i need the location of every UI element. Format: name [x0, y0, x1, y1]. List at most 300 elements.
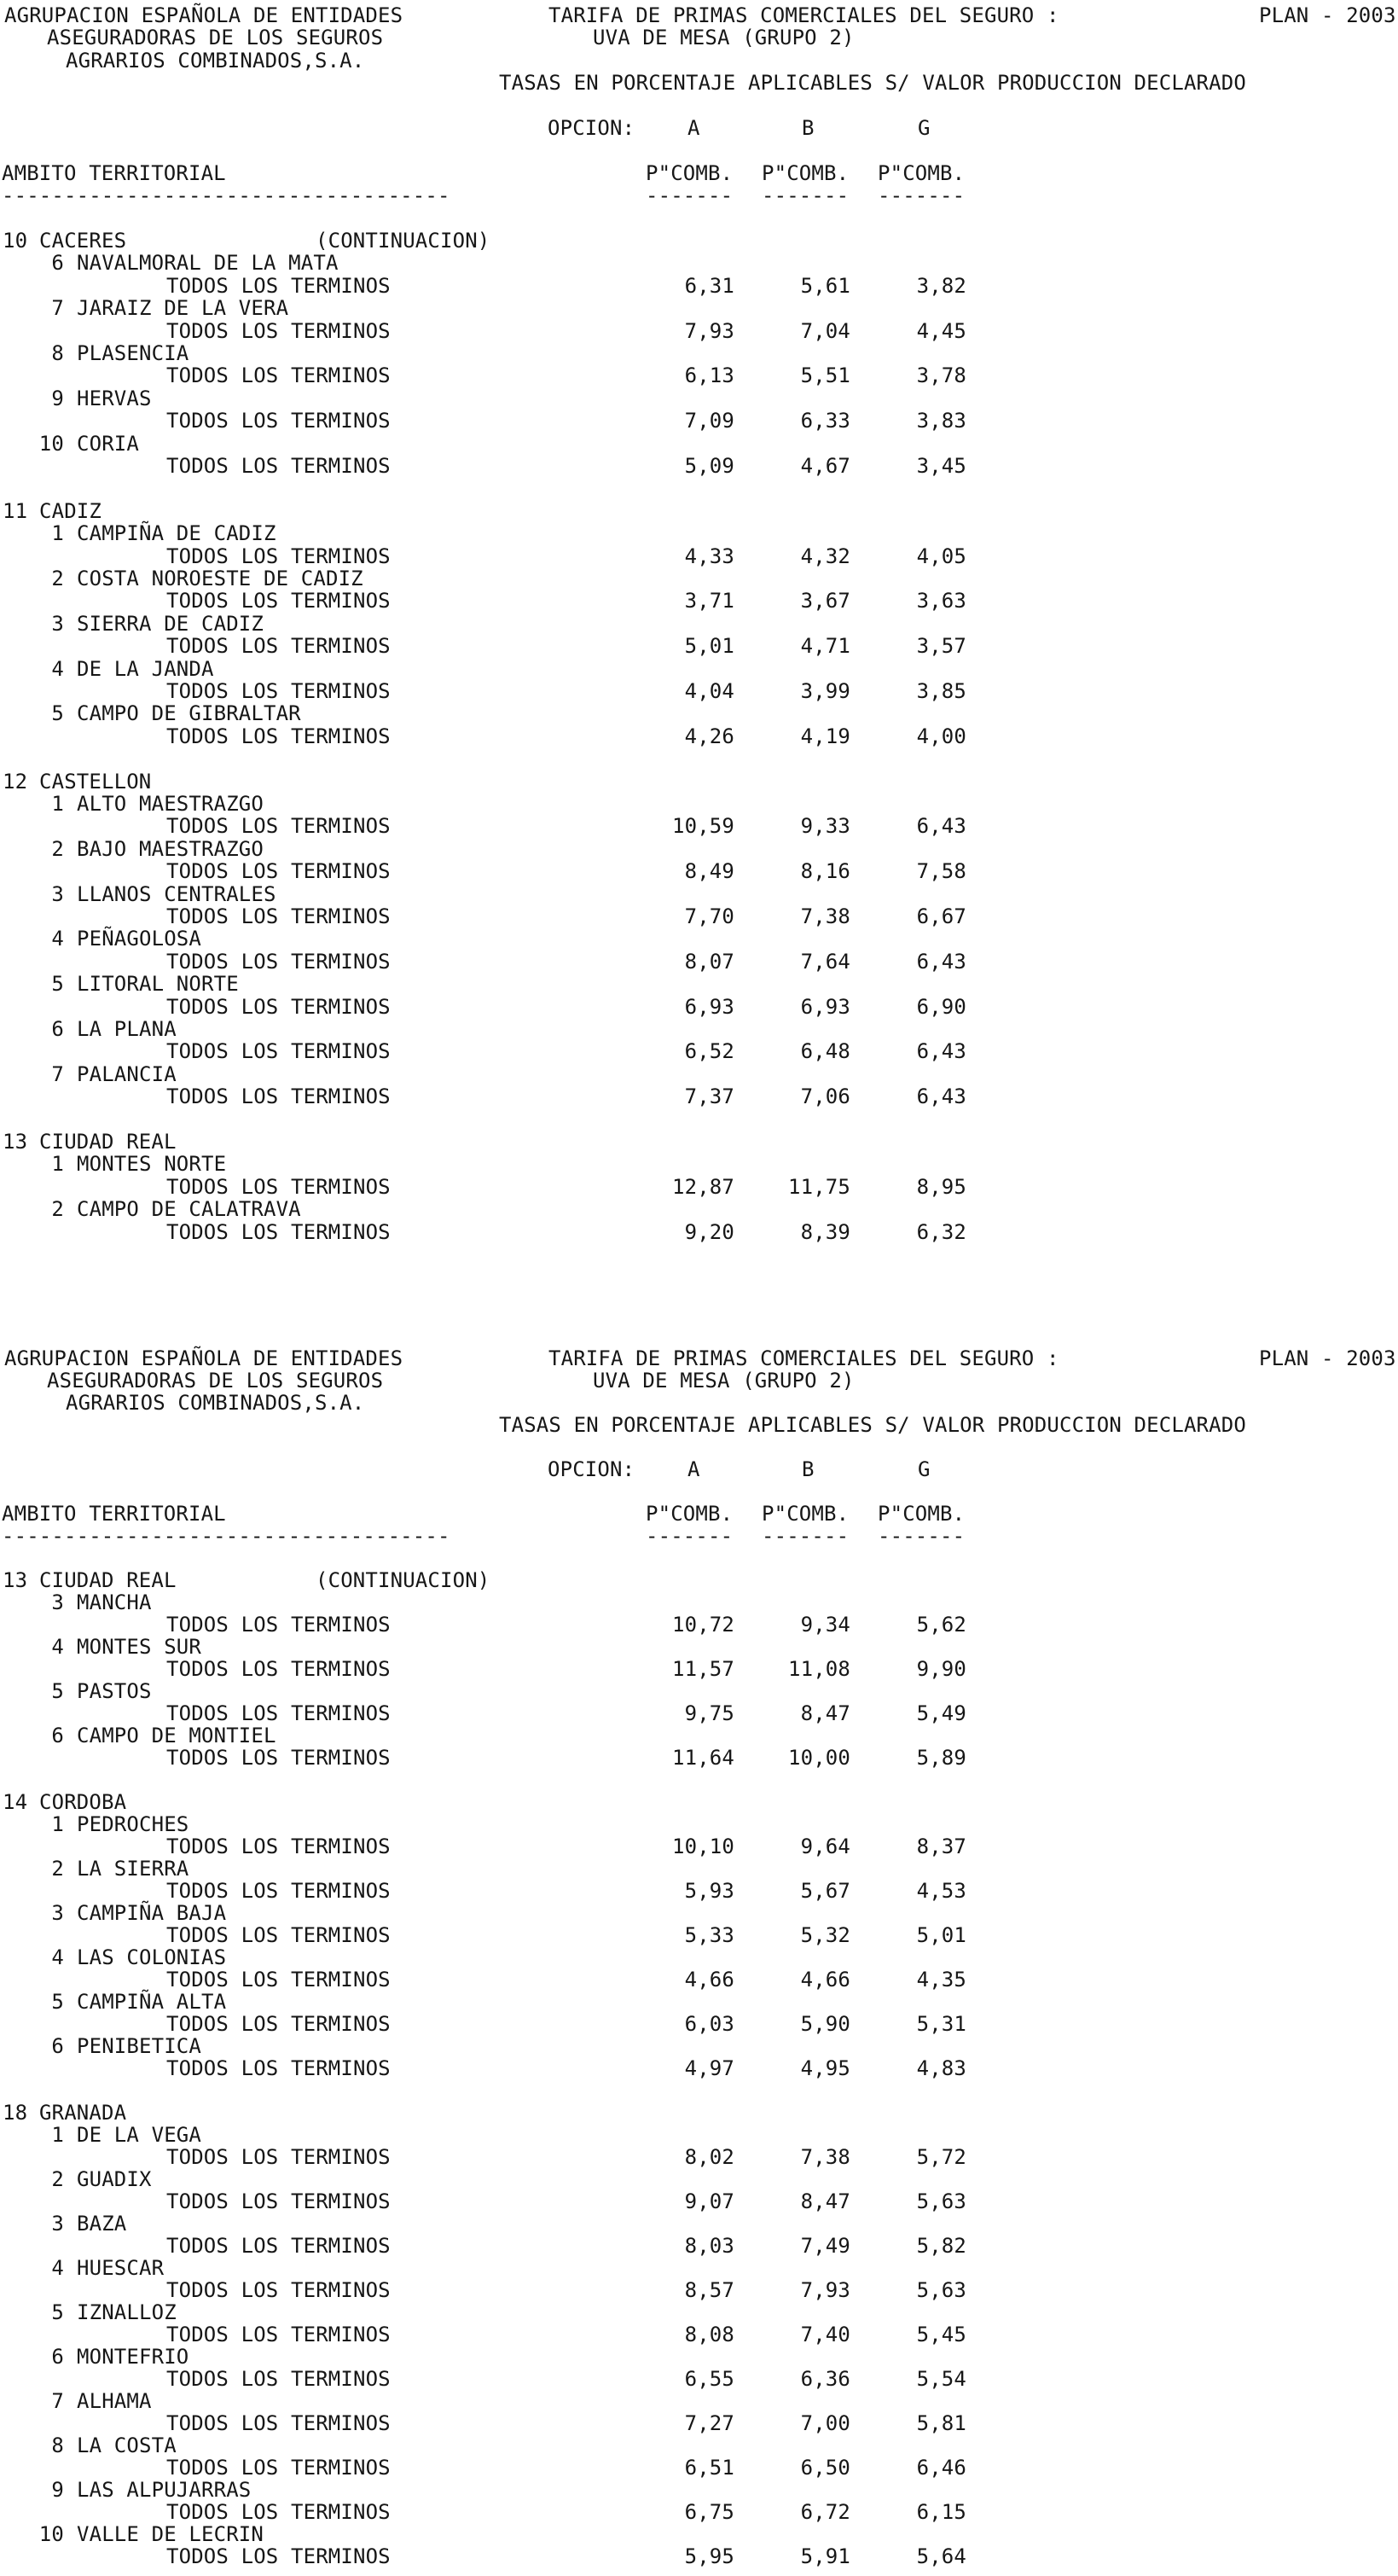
continuation-label: (CONTINUACION) [316, 1568, 490, 1592]
area-name-row [0, 1590, 1398, 1614]
org-name-line: ASEGURADORAS DE LOS SEGUROS [47, 1369, 384, 1393]
rate-value-g: 3,85 [916, 679, 966, 703]
rate-value-a: 6,13 [684, 363, 734, 387]
area-number: 2 [51, 1197, 64, 1221]
area-name: LA SIERRA [77, 1857, 189, 1881]
rate-value-g: 5,45 [916, 2323, 966, 2346]
area-name-row [0, 387, 1398, 410]
area-name-row [0, 1812, 1398, 1835]
rate-value-a: 5,09 [684, 454, 734, 478]
area-name-row [0, 251, 1398, 274]
rate-value-g: 6,43 [916, 814, 966, 838]
area-name-row [0, 701, 1398, 724]
area-name-row [0, 2345, 1398, 2368]
section-name: CIUDAD REAL [39, 1130, 177, 1154]
ambito-label: AMBITO TERRITORIAL [2, 1502, 226, 1526]
area-name: DE LA VEGA [77, 2123, 201, 2147]
rate-col-header: P"COMB. [762, 161, 850, 185]
area-rates-row [0, 454, 1398, 477]
section-number: 11 [3, 499, 28, 523]
area-number: 9 [51, 387, 64, 410]
section-number: 13 [3, 1568, 28, 1592]
area-number: 4 [51, 2256, 64, 2280]
rate-col-header: P"COMB. [646, 1502, 734, 1526]
area-number: 1 [51, 1812, 64, 1836]
rate-value-a: 5,33 [684, 1923, 734, 1947]
todos-label: TODOS LOS TERMINOS [166, 319, 391, 343]
section-header-row [0, 770, 1398, 793]
todos-label: TODOS LOS TERMINOS [166, 409, 391, 433]
rates-note: TASAS EN PORCENTAJE APLICABLES S/ VALOR PRODUCCION DECLARADO [499, 71, 1246, 95]
area-number: 4 [51, 1945, 64, 1969]
org-name-line: AGRARIOS COMBINADOS,S.A. [66, 49, 365, 73]
area-name: VALLE DE LECRIN [77, 2522, 264, 2546]
area-number: 6 [51, 2345, 64, 2369]
area-name: PLASENCIA [77, 341, 189, 365]
area-name-row [0, 296, 1398, 319]
area-number: 3 [51, 1901, 64, 1925]
area-rates-row [0, 1175, 1398, 1198]
rate-value-g: 3,45 [916, 454, 966, 478]
rate-col-header: P"COMB. [878, 1502, 966, 1526]
area-name-row [0, 2167, 1398, 2190]
area-name: GUADIX [77, 2167, 152, 2191]
section-header-row [0, 229, 1398, 252]
todos-label: TODOS LOS TERMINOS [166, 1175, 391, 1199]
area-rates-row [0, 1701, 1398, 1724]
todos-label: TODOS LOS TERMINOS [166, 2411, 391, 2435]
area-rates-row [0, 589, 1398, 612]
rate-value-a: 8,03 [684, 2234, 734, 2258]
area-name: PASTOS [77, 1679, 152, 1703]
area-name: CAMPIÑA BAJA [77, 1901, 227, 1925]
area-name: COSTA NOROESTE DE CADIZ [77, 567, 363, 590]
rate-value-a: 8,02 [684, 2145, 734, 2169]
area-number: 6 [51, 1017, 64, 1041]
todos-label: TODOS LOS TERMINOS [166, 950, 391, 974]
area-name: CORIA [77, 432, 139, 456]
area-name-row [0, 521, 1398, 544]
rate-value-g: 7,58 [916, 859, 966, 883]
area-name: IZNALLOZ [77, 2300, 177, 2324]
area-rates-row [0, 1923, 1398, 1946]
rate-value-a: 5,95 [684, 2544, 734, 2568]
todos-label: TODOS LOS TERMINOS [166, 1084, 391, 1108]
area-number: 5 [51, 2300, 64, 2324]
area-rates-row [0, 2012, 1398, 2035]
todos-label: TODOS LOS TERMINOS [166, 363, 391, 387]
org-name-line: ASEGURADORAS DE LOS SEGUROS [47, 26, 384, 49]
area-rates-row [0, 995, 1398, 1018]
area-name-row [0, 1724, 1398, 1747]
area-name: ALHAMA [77, 2389, 152, 2413]
area-rates-row [0, 2500, 1398, 2523]
option-label: OPCION: [548, 1457, 635, 1481]
section-header-row [0, 499, 1398, 522]
todos-label: TODOS LOS TERMINOS [166, 995, 391, 1019]
rate-value-a: 10,10 [672, 1835, 734, 1858]
rate-value-a: 6,31 [684, 274, 734, 298]
rate-value-b: 7,38 [800, 2145, 850, 2169]
area-name: BAZA [77, 2212, 127, 2236]
section-name: CADIZ [39, 499, 102, 523]
area-name: LAS COLONIAS [77, 1945, 227, 1969]
todos-label: TODOS LOS TERMINOS [166, 814, 391, 838]
rate-value-a: 10,72 [672, 1613, 734, 1637]
area-rates-row [0, 319, 1398, 342]
option-label: OPCION: [548, 116, 635, 140]
todos-label: TODOS LOS TERMINOS [166, 2012, 391, 2036]
rate-value-a: 7,37 [684, 1084, 734, 1108]
area-name: CAMPIÑA DE CADIZ [77, 521, 276, 545]
area-name-row [0, 1017, 1398, 1040]
rate-value-g: 4,83 [916, 2056, 966, 2080]
rate-value-b: 6,33 [800, 409, 850, 433]
area-number: 4 [51, 927, 64, 951]
area-number: 5 [51, 1990, 64, 2014]
area-rates-row [0, 274, 1398, 297]
area-rates-row [0, 1746, 1398, 1769]
todos-label: TODOS LOS TERMINOS [166, 1039, 391, 1063]
todos-label: TODOS LOS TERMINOS [166, 2234, 391, 2258]
rate-col-header: P"COMB. [878, 161, 966, 185]
rate-value-g: 5,01 [916, 1923, 966, 1947]
rate-value-b: 6,72 [800, 2500, 850, 2524]
rate-value-g: 3,63 [916, 589, 966, 613]
rate-value-a: 6,03 [684, 2012, 734, 2036]
rate-value-g: 5,62 [916, 1613, 966, 1637]
area-name: CAMPO DE GIBRALTAR [77, 701, 301, 725]
rate-value-a: 7,27 [684, 2411, 734, 2435]
rate-value-g: 4,35 [916, 1968, 966, 1992]
rate-value-g: 4,00 [916, 724, 966, 748]
rate-value-b: 5,90 [800, 2012, 850, 2036]
area-name-row [0, 972, 1398, 995]
option-letter: A [687, 1457, 700, 1481]
todos-label: TODOS LOS TERMINOS [166, 544, 391, 568]
area-name: LLANOS CENTRALES [77, 882, 276, 906]
section-number: 13 [3, 1130, 28, 1154]
doc-header-row [0, 1346, 1398, 1369]
rate-col-underline: ------- [878, 1524, 966, 1548]
rate-value-b: 9,33 [800, 814, 850, 838]
area-name: LA PLANA [77, 1017, 177, 1041]
rate-value-b: 9,64 [800, 1835, 850, 1858]
rate-value-b: 10,00 [788, 1746, 850, 1770]
section-number: 14 [3, 1790, 28, 1814]
todos-label: TODOS LOS TERMINOS [166, 1879, 391, 1903]
area-number: 3 [51, 612, 64, 636]
area-rates-row [0, 2323, 1398, 2346]
area-name-row [0, 1901, 1398, 1924]
area-name: MONTES SUR [77, 1635, 201, 1659]
rate-value-b: 4,66 [800, 1968, 850, 1992]
todos-label: TODOS LOS TERMINOS [166, 2544, 391, 2568]
area-number: 2 [51, 2167, 64, 2191]
rate-value-b: 7,06 [800, 1084, 850, 1108]
todos-label: TODOS LOS TERMINOS [166, 2456, 391, 2480]
area-rates-row [0, 724, 1398, 747]
rate-value-b: 4,32 [800, 544, 850, 568]
rate-value-g: 3,78 [916, 363, 966, 387]
doc-header-row [0, 49, 1398, 72]
area-name-row [0, 657, 1398, 680]
area-number: 3 [51, 1590, 64, 1614]
area-number: 7 [51, 1062, 64, 1086]
area-name-row [0, 792, 1398, 815]
area-number: 3 [51, 882, 64, 906]
doc-title: TARIFA DE PRIMAS COMERCIALES DEL SEGURO : [548, 1346, 1059, 1370]
rate-value-g: 3,57 [916, 634, 966, 658]
todos-label: TODOS LOS TERMINOS [166, 1746, 391, 1770]
rate-value-b: 8,47 [800, 2189, 850, 2213]
area-rates-row [0, 2056, 1398, 2079]
rate-value-b: 4,71 [800, 634, 850, 658]
rate-value-a: 12,87 [672, 1175, 734, 1199]
rate-value-b: 5,67 [800, 1879, 850, 1903]
rate-value-b: 7,93 [800, 2278, 850, 2302]
rates-note-row [0, 71, 1398, 94]
area-name-row [0, 1152, 1398, 1175]
rate-value-a: 6,75 [684, 2500, 734, 2524]
product-label: UVA DE MESA (GRUPO 2) [593, 26, 855, 49]
rate-value-a: 4,26 [684, 724, 734, 748]
area-rates-row [0, 2411, 1398, 2434]
rates-note: TASAS EN PORCENTAJE APLICABLES S/ VALOR PRODUCCION DECLARADO [499, 1413, 1246, 1437]
plan-label: PLAN - 2003 [1259, 1346, 1396, 1370]
rate-value-b: 7,00 [800, 2411, 850, 2435]
todos-label: TODOS LOS TERMINOS [166, 859, 391, 883]
area-number: 7 [51, 296, 64, 320]
rate-value-b: 5,32 [800, 1923, 850, 1947]
rate-value-b: 4,95 [800, 2056, 850, 2080]
rate-value-b: 6,36 [800, 2367, 850, 2391]
area-name-row [0, 2478, 1398, 2501]
rate-value-a: 4,97 [684, 2056, 734, 2080]
rate-value-a: 4,66 [684, 1968, 734, 1992]
continuation-label: (CONTINUACION) [316, 229, 490, 253]
rate-value-b: 7,64 [800, 950, 850, 974]
area-number: 1 [51, 2123, 64, 2147]
todos-label: TODOS LOS TERMINOS [166, 1220, 391, 1244]
rate-value-b: 7,49 [800, 2234, 850, 2258]
section-name: GRANADA [39, 2101, 127, 2125]
area-name: LITORAL NORTE [77, 972, 239, 996]
section-name: CORDOBA [39, 1790, 127, 1814]
area-number: 2 [51, 567, 64, 590]
rate-value-g: 8,95 [916, 1175, 966, 1199]
ambito-underline: ------------------------------------ [2, 183, 450, 207]
area-name: PALANCIA [77, 1062, 177, 1086]
area-name: CAMPO DE MONTIEL [77, 1724, 276, 1747]
area-rates-row [0, 2456, 1398, 2479]
org-name-line: AGRARIOS COMBINADOS,S.A. [66, 1391, 365, 1415]
todos-label: TODOS LOS TERMINOS [166, 1657, 391, 1681]
area-rates-row [0, 1613, 1398, 1636]
rate-value-b: 11,75 [788, 1175, 850, 1199]
rate-value-g: 6,43 [916, 1084, 966, 1108]
rate-value-b: 3,99 [800, 679, 850, 703]
todos-label: TODOS LOS TERMINOS [166, 2500, 391, 2524]
area-rates-row [0, 1835, 1398, 1858]
rate-value-b: 9,34 [800, 1613, 850, 1637]
rate-col-underline: ------- [762, 183, 850, 207]
area-rates-row [0, 1084, 1398, 1108]
area-name-row [0, 2123, 1398, 2146]
rate-value-a: 3,71 [684, 589, 734, 613]
area-name-row [0, 2034, 1398, 2057]
area-name-row [0, 2522, 1398, 2545]
rate-value-a: 7,70 [684, 904, 734, 928]
product-label: UVA DE MESA (GRUPO 2) [593, 1369, 855, 1393]
area-name: CAMPIÑA ALTA [77, 1990, 227, 2014]
area-name-row [0, 432, 1398, 455]
rate-value-b: 7,40 [800, 2323, 850, 2346]
rate-col-header: P"COMB. [762, 1502, 850, 1526]
plan-label: PLAN - 2003 [1259, 3, 1396, 27]
todos-label: TODOS LOS TERMINOS [166, 2189, 391, 2213]
area-rates-row [0, 950, 1398, 973]
area-rates-row [0, 2234, 1398, 2257]
area-name-row [0, 1857, 1398, 1880]
area-rates-row [0, 409, 1398, 432]
area-number: 1 [51, 521, 64, 545]
doc-header-row [0, 26, 1398, 49]
area-name-row [0, 341, 1398, 364]
area-number: 6 [51, 2034, 64, 2058]
area-rates-row [0, 544, 1398, 567]
area-rates-row [0, 679, 1398, 702]
rate-col-underline: ------- [646, 1524, 734, 1548]
org-name-line: AGRUPACION ESPAÑOLA DE ENTIDADES [4, 3, 403, 27]
area-rates-row [0, 2367, 1398, 2390]
area-number: 4 [51, 1635, 64, 1659]
section-header-row [0, 1130, 1398, 1153]
area-name: JARAIZ DE LA VERA [77, 296, 289, 320]
area-name: HERVAS [77, 387, 152, 410]
area-number: 9 [51, 2478, 64, 2502]
area-name-row [0, 2256, 1398, 2279]
rate-value-g: 5,63 [916, 2278, 966, 2302]
rate-value-g: 6,43 [916, 950, 966, 974]
area-name-row [0, 2212, 1398, 2235]
rate-value-g: 6,32 [916, 1220, 966, 1244]
doc-header-row [0, 1391, 1398, 1414]
todos-label: TODOS LOS TERMINOS [166, 2367, 391, 2391]
rate-value-g: 4,45 [916, 319, 966, 343]
todos-label: TODOS LOS TERMINOS [166, 1968, 391, 1992]
area-name: PEÑAGOLOSA [77, 927, 201, 951]
rate-value-g: 5,49 [916, 1701, 966, 1725]
rate-value-b: 8,39 [800, 1220, 850, 1244]
rate-value-b: 6,93 [800, 995, 850, 1019]
area-name-row [0, 1990, 1398, 2013]
column-header-row [0, 161, 1398, 184]
rate-value-a: 10,59 [672, 814, 734, 838]
rate-value-b: 4,19 [800, 724, 850, 748]
area-rates-row [0, 2278, 1398, 2301]
rate-value-a: 4,33 [684, 544, 734, 568]
area-rates-row [0, 814, 1398, 837]
area-rates-row [0, 1657, 1398, 1680]
rate-value-g: 6,15 [916, 2500, 966, 2524]
rate-value-g: 5,72 [916, 2145, 966, 2169]
option-letter: G [918, 116, 931, 140]
area-rates-row [0, 904, 1398, 927]
todos-label: TODOS LOS TERMINOS [166, 904, 391, 928]
area-name-row [0, 1197, 1398, 1220]
ambito-label: AMBITO TERRITORIAL [2, 161, 226, 185]
rate-value-g: 5,82 [916, 2234, 966, 2258]
area-name-row [0, 2300, 1398, 2323]
area-name-row [0, 1945, 1398, 1968]
rate-value-b: 3,67 [800, 589, 850, 613]
todos-label: TODOS LOS TERMINOS [166, 2145, 391, 2169]
rate-value-g: 4,05 [916, 544, 966, 568]
area-number: 10 [38, 432, 64, 456]
rate-value-g: 6,90 [916, 995, 966, 1019]
rate-value-b: 4,67 [800, 454, 850, 478]
rate-col-underline: ------- [878, 183, 966, 207]
rate-value-g: 6,46 [916, 2456, 966, 2480]
area-name: NAVALMORAL DE LA MATA [77, 251, 339, 275]
doc-header-row [0, 1369, 1398, 1392]
rate-value-g: 5,54 [916, 2367, 966, 2391]
rate-value-a: 9,75 [684, 1701, 734, 1725]
doc-title: TARIFA DE PRIMAS COMERCIALES DEL SEGURO : [548, 3, 1059, 27]
rate-value-g: 5,31 [916, 2012, 966, 2036]
area-name-row [0, 837, 1398, 860]
area-number: 3 [51, 2212, 64, 2236]
area-number: 10 [38, 2522, 64, 2546]
area-number: 4 [51, 657, 64, 681]
todos-label: TODOS LOS TERMINOS [166, 634, 391, 658]
todos-label: TODOS LOS TERMINOS [166, 589, 391, 613]
section-name: CACERES [39, 229, 127, 253]
area-name: MANCHA [77, 1590, 152, 1614]
option-row [0, 116, 1398, 139]
rate-value-b: 8,16 [800, 859, 850, 883]
todos-label: TODOS LOS TERMINOS [166, 274, 391, 298]
area-number: 2 [51, 837, 64, 861]
ambito-underline: ------------------------------------ [2, 1524, 450, 1548]
todos-label: TODOS LOS TERMINOS [166, 1701, 391, 1725]
rate-value-g: 5,64 [916, 2544, 966, 2568]
column-header-row [0, 1502, 1398, 1525]
rate-value-g: 3,82 [916, 274, 966, 298]
area-name-row [0, 2389, 1398, 2412]
area-name: DE LA JANDA [77, 657, 214, 681]
area-rates-row [0, 1879, 1398, 1902]
section-header-row [0, 1790, 1398, 1813]
section-header-row [0, 2101, 1398, 2124]
todos-label: TODOS LOS TERMINOS [166, 454, 391, 478]
area-number: 1 [51, 792, 64, 816]
area-name: MONTEFRIO [77, 2345, 189, 2369]
section-number: 12 [3, 770, 28, 794]
section-number: 10 [3, 229, 28, 253]
rate-value-a: 6,55 [684, 2367, 734, 2391]
area-name-row [0, 1635, 1398, 1658]
area-number: 8 [51, 2434, 64, 2457]
rate-value-b: 5,61 [800, 274, 850, 298]
todos-label: TODOS LOS TERMINOS [166, 1835, 391, 1858]
rate-value-a: 9,20 [684, 1220, 734, 1244]
rate-value-a: 7,93 [684, 319, 734, 343]
area-number: 5 [51, 701, 64, 725]
area-number: 1 [51, 1152, 64, 1176]
rate-value-a: 8,57 [684, 2278, 734, 2302]
